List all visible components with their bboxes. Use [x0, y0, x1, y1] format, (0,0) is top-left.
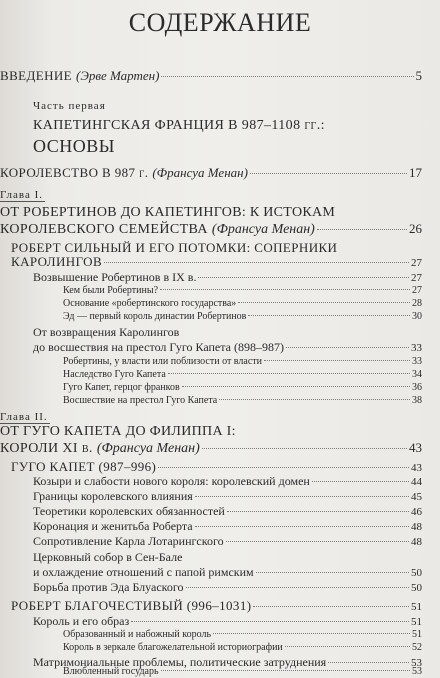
- leader-dots: [160, 289, 410, 290]
- entry-author: (Эрве Мартен): [76, 68, 160, 83]
- leader-dots: [253, 606, 409, 607]
- leader-dots: [238, 302, 410, 303]
- entry-text: Король и его образ: [33, 614, 130, 628]
- page-number: 17: [409, 165, 422, 180]
- page-number: 48: [411, 536, 422, 548]
- toc-entry[interactable]: [63, 311, 422, 323]
- chapter-1-title-line1: ОТ РОБЕРТИНОВ ДО КАПЕТИНГОВ: К ИСТОКАМ: [0, 205, 336, 220]
- leader-dots: [104, 262, 409, 263]
- leader-dots: [227, 511, 409, 512]
- toc-entry[interactable]: [63, 382, 422, 394]
- toc-entry[interactable]: [33, 580, 422, 595]
- leader-dots: [168, 373, 410, 374]
- page-number: 45: [411, 491, 422, 503]
- entry-text: Наследство Гуго Капета: [63, 369, 166, 380]
- entry-text: Возвышение Робертинов в IX в.: [33, 270, 197, 284]
- page-number: 52: [412, 642, 422, 653]
- page-number: 51: [411, 601, 422, 613]
- entry-text: Восшествие на престол Гуго Капета: [63, 395, 218, 406]
- page-number: 51: [412, 629, 422, 640]
- page-number: 34: [412, 369, 422, 380]
- entry-text: Эд — первый король династии Робертинов: [63, 311, 247, 322]
- page-number: 33: [411, 342, 422, 354]
- toc-entry[interactable]: [63, 629, 422, 641]
- entry-text: Матримониальные проблемы, политические затруднения: [33, 655, 327, 669]
- toc-entry[interactable]: [33, 270, 422, 285]
- leader-dots: [202, 448, 407, 449]
- page-number: 33: [412, 356, 422, 367]
- leader-dots: [195, 526, 409, 527]
- page-number: 44: [411, 476, 422, 488]
- entry-author: (Франсуа Менан): [211, 222, 315, 237]
- page-number: 36: [412, 382, 422, 393]
- entry-text: Борьба против Эда Блуаского: [33, 580, 184, 594]
- chapter-1-label: Глава I.: [0, 189, 43, 201]
- entry-text: Король в зеркале благожелательной историографии: [63, 642, 283, 653]
- entry-text: до восшествия на престол Гуго Капета (898–987): [33, 340, 284, 354]
- leader-dots: [286, 347, 409, 348]
- page-number: 50: [411, 582, 422, 594]
- leader-dots: [248, 315, 410, 316]
- entry-text: Теоретики королевских обязанностей: [33, 504, 225, 518]
- leader-dots: [256, 572, 409, 573]
- page-number: 48: [411, 521, 422, 533]
- page-number: 26: [409, 221, 422, 236]
- page-number: 43: [409, 440, 422, 455]
- leader-dots: [195, 496, 409, 497]
- entry-text: Основание «робертинского государства»: [63, 298, 237, 309]
- toc-entry[interactable]: [33, 474, 422, 489]
- section-title-line1: РОБЕРТ СИЛЬНЫЙ И ЕГО ПОТОМКИ: СОПЕРНИКИ: [11, 240, 338, 255]
- page-number: 46: [411, 506, 422, 518]
- toc-entry[interactable]: [33, 534, 422, 549]
- leader-dots: [317, 229, 407, 230]
- toc-entry-section-robert[interactable]: [11, 254, 422, 270]
- page-number: 53: [411, 657, 422, 669]
- entry-text: Кем были Робертины?: [63, 285, 159, 296]
- leader-dots: [219, 399, 410, 400]
- toc-entry-return[interactable]: [33, 340, 422, 355]
- entry-author: (Франсуа Менан): [152, 165, 248, 180]
- toc-entry-section-hugo[interactable]: [11, 459, 422, 475]
- entry-text: КОРОЛИ XI в.: [0, 441, 93, 456]
- page-number: 27: [411, 257, 422, 269]
- leader-dots: [328, 662, 409, 663]
- toc-entry[interactable]: [63, 285, 422, 297]
- toc-entry[interactable]: [63, 356, 422, 368]
- entry-text: Козыри и слабости нового короля: королевский домен: [33, 474, 310, 488]
- toc-entry[interactable]: [33, 614, 422, 629]
- toc-entry-kingdom[interactable]: [0, 165, 422, 180]
- entry-text: Образованный и набожный король: [63, 629, 212, 640]
- leader-dots: [131, 621, 409, 622]
- entry-text: КОРОЛЕВСКОГО СЕМЕЙСТВА: [0, 222, 208, 237]
- entry-text: Робертины, у власти или поблизости от власти: [63, 356, 262, 367]
- leader-dots: [161, 670, 410, 671]
- part-label: Часть первая: [33, 100, 106, 112]
- entry-text: КАРОЛИНГОВ: [11, 254, 103, 269]
- toc-entry[interactable]: [63, 369, 422, 381]
- toc-entry[interactable]: [33, 519, 422, 534]
- toc-entry[interactable]: [63, 666, 422, 678]
- toc-entry[interactable]: [33, 489, 422, 504]
- leader-dots: [264, 360, 410, 361]
- page-number: 27: [411, 272, 422, 284]
- page-number: 5: [415, 68, 422, 83]
- toc-entry[interactable]: [63, 395, 422, 407]
- entry-text-line1: От возвращения Каролингов: [33, 325, 180, 339]
- entry-text: Границы королевского влияния: [33, 489, 193, 503]
- page-number: 43: [411, 462, 422, 474]
- toc-entry-chapter-1[interactable]: [0, 221, 422, 238]
- entry-text: КОРОЛЕВСТВО В 987 г.: [0, 165, 149, 180]
- entry-text: и охлаждение отношений с папой римским: [33, 565, 254, 579]
- part-title: КАПЕТИНГСКАЯ ФРАНЦИЯ В 987–1108 гг.:: [33, 118, 325, 133]
- entry-text: ВВЕДЕНИЕ: [0, 68, 73, 83]
- entry-author: (Франсуа Менан): [96, 441, 200, 456]
- toc-entry[interactable]: [63, 642, 422, 654]
- entry-text: Коронация и женитьба Роберта: [33, 519, 193, 533]
- leader-dots: [186, 587, 409, 588]
- leader-dots: [285, 646, 410, 647]
- leader-dots: [198, 277, 409, 278]
- leader-dots: [182, 386, 410, 387]
- page-number: 51: [411, 616, 422, 628]
- chapter-2-label: Глава II.: [0, 411, 48, 423]
- leader-dots: [312, 481, 409, 482]
- page-number: 28: [412, 298, 422, 309]
- part-subtitle: ОСНОВЫ: [33, 136, 115, 156]
- page-number: 30: [412, 311, 422, 322]
- entry-text: Гуго Капет, герцог франков: [63, 382, 180, 393]
- page-number: 53: [412, 666, 422, 677]
- leader-dots: [161, 76, 413, 77]
- page-number: 38: [412, 395, 422, 406]
- toc-entry[interactable]: [63, 298, 422, 310]
- toc-entry[interactable]: [33, 504, 422, 519]
- page-title: СОДЕРЖАНИЕ: [128, 8, 312, 37]
- leader-dots: [158, 467, 409, 468]
- toc-entry-intro[interactable]: [0, 68, 422, 83]
- entry-text: РОБЕРТ БЛАГОЧЕСТИВЫЙ (996–1031): [11, 598, 252, 613]
- toc-entry-section-robert-pious[interactable]: [11, 598, 422, 614]
- toc-entry-council[interactable]: [33, 565, 422, 580]
- leader-dots: [250, 173, 407, 174]
- entry-text-line1: Церковный собор в Сен-Бале: [33, 550, 183, 564]
- leader-dots: [213, 633, 410, 634]
- chapter-2-title-line1: ОТ ГУГО КАПЕТА ДО ФИЛИППА I:: [0, 424, 236, 439]
- entry-text: ГУГО КАПЕТ (987–996): [11, 459, 157, 474]
- entry-text: Сопротивление Карла Лотарингского: [33, 534, 224, 548]
- toc-entry-chapter-2[interactable]: [0, 440, 422, 457]
- page-number: 50: [411, 567, 422, 579]
- entry-text: Влюбленный государь: [63, 666, 159, 677]
- leader-dots: [226, 541, 409, 542]
- page-number: 27: [412, 285, 422, 296]
